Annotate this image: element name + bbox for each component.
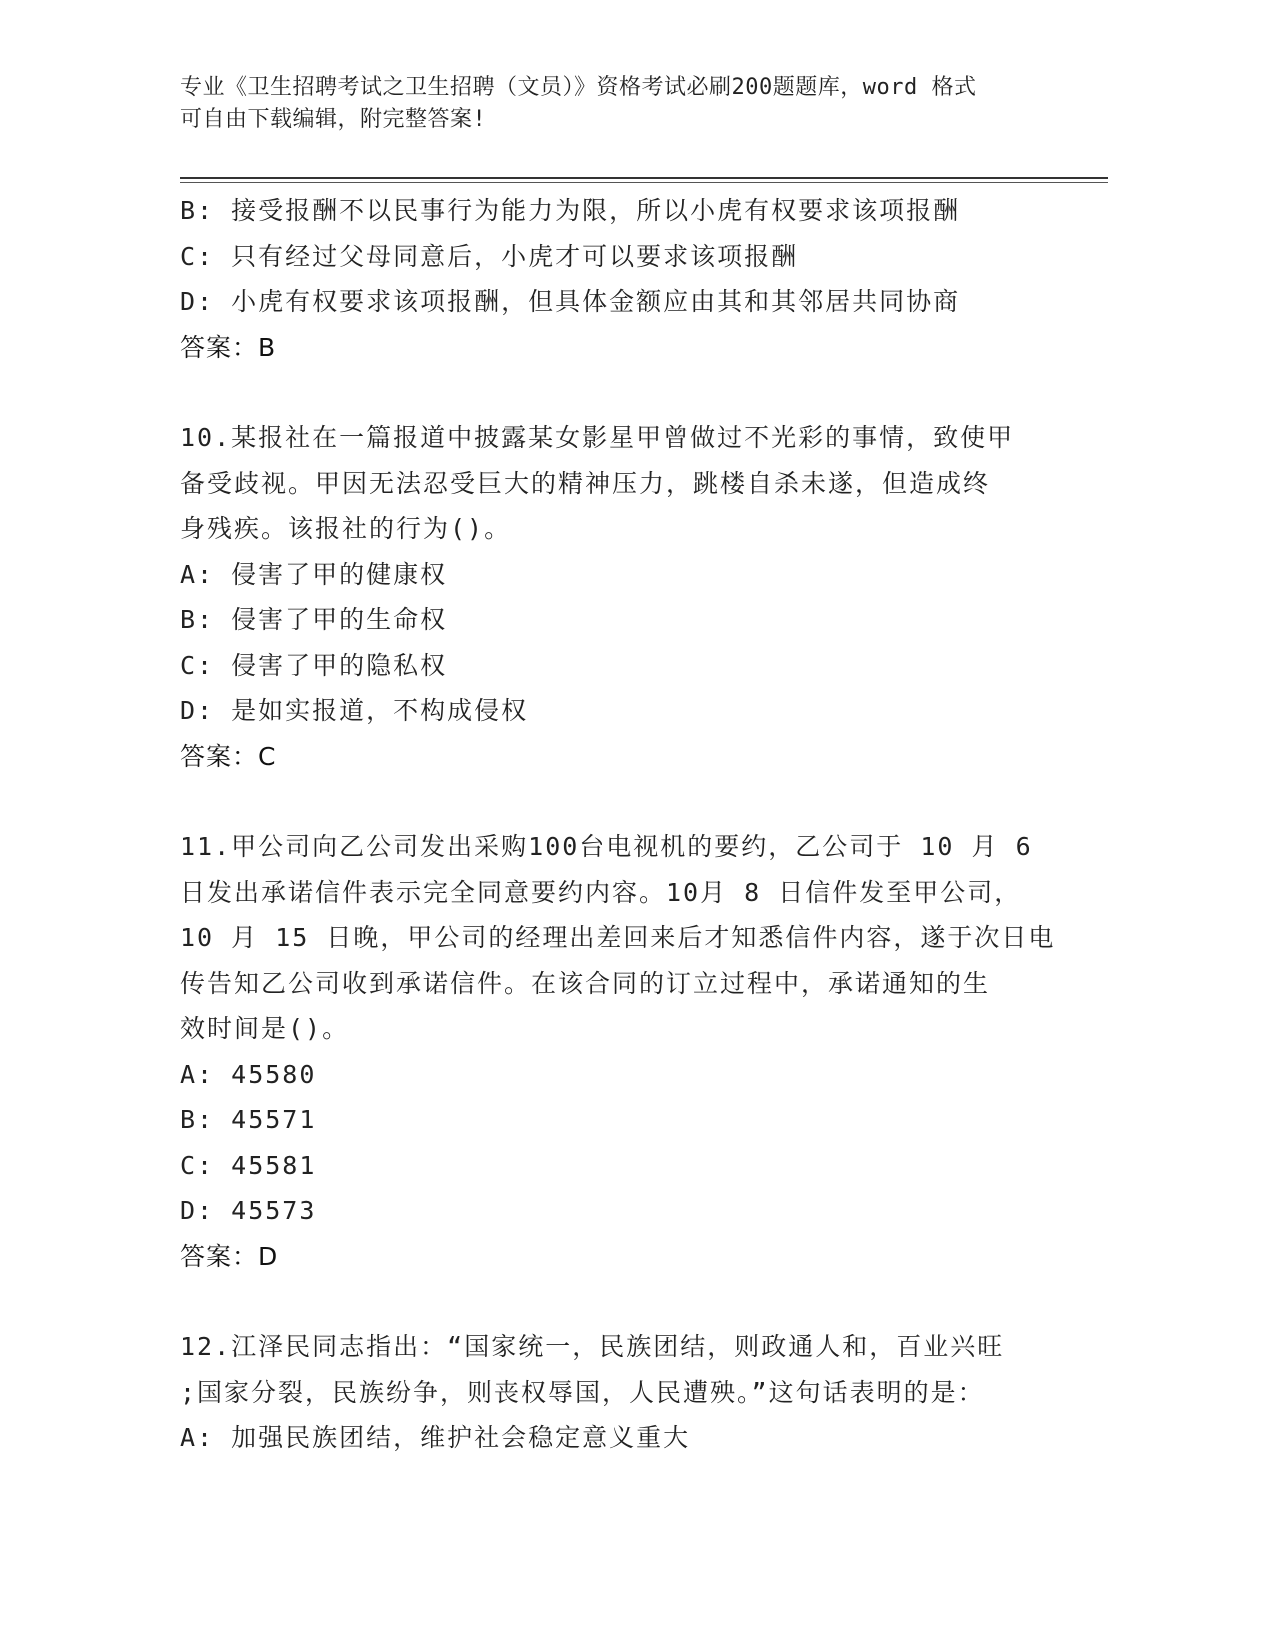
q12-stem-line-1: 12.江泽民同志指出：“国家统一，民族团结，则政通人和，百业兴旺 [180, 1332, 1005, 1361]
q10-stem-line-3: 身残疾。该报社的行为()。 [180, 514, 512, 543]
q11-stem-line-2: 日发出承诺信件表示完全同意要约内容。10月 8 日信件发至甲公司， [180, 877, 1022, 907]
question-list [180, 188, 1060, 1461]
header-divider-thin [180, 182, 1108, 183]
q11-answer: 答案：D [180, 1241, 279, 1271]
question-9-tail [180, 188, 1060, 370]
q12-stem-line-2: ;国家分裂，民族纷争，则丧权辱国，人民遭殃。”这句话表明的是： [180, 1377, 985, 1407]
q10-option-c: C: 侵害了甲的隐私权 [180, 650, 448, 680]
q9-option-d: D: 小虎有权要求该项报酬，但具体金额应由其和其邻居共同协商 [180, 287, 961, 316]
q10-stem-line-2: 备受歧视。甲因无法忍受巨大的精神压力，跳楼自杀未遂，但造成终 [180, 468, 991, 498]
q9-option-b: B: 接受报酬不以民事行为能力为限，所以小虎有权要求该项报酬 [180, 196, 961, 225]
q11-option-a: A: 45580 [180, 1059, 317, 1089]
question-11 [180, 824, 1060, 1279]
q11-stem-line-5: 效时间是()。 [180, 1014, 350, 1043]
q10-stem-line-1: 10.某报社在一篇报道中披露某女影星甲曾做过不光彩的事情，致使甲 [180, 423, 1015, 452]
q10-option-d: D: 是如实报道，不构成侵权 [180, 696, 529, 725]
q12-option-a: A: 加强民族团结，维护社会稳定意义重大 [180, 1423, 691, 1452]
q10-option-a: A: 侵害了甲的健康权 [180, 559, 448, 589]
q11-option-d: D: 45573 [180, 1196, 317, 1225]
q10-answer: 答案：C [180, 741, 277, 771]
header-divider-thick [180, 177, 1108, 179]
question-10 [180, 415, 1060, 779]
question-spacer [180, 1279, 1060, 1324]
header-title-line-1: 专业《卫生招聘考试之卫生招聘（文员）》资格考试必刷200题题库，word 格式 [180, 75, 977, 100]
q11-stem-line-4: 传告知乙公司收到承诺信件。在该合同的订立过程中，承诺通知的生 [180, 968, 991, 998]
q9-answer: 答案：B [180, 332, 277, 362]
q11-option-b: B: 45571 [180, 1105, 317, 1134]
question-spacer [180, 779, 1060, 824]
question-spacer [180, 370, 1060, 415]
document-header [180, 72, 1100, 136]
q9-option-c: C: 只有经过父母同意后，小虎才可以要求该项报酬 [180, 241, 799, 271]
q11-stem-line-3: 10 月 15 日晚，甲公司的经理出差回来后才知悉信件内容，遂于次日电 [180, 923, 1056, 952]
header-title-line-2: 可自由下载编辑，附完整答案! [180, 107, 487, 132]
q10-option-b: B: 侵害了甲的生命权 [180, 605, 448, 634]
q11-option-c: C: 45581 [180, 1150, 317, 1180]
question-12 [180, 1324, 1060, 1461]
q11-stem-line-1: 11.甲公司向乙公司发出采购100台电视机的要约，乙公司于 10 月 6 [180, 832, 1033, 861]
